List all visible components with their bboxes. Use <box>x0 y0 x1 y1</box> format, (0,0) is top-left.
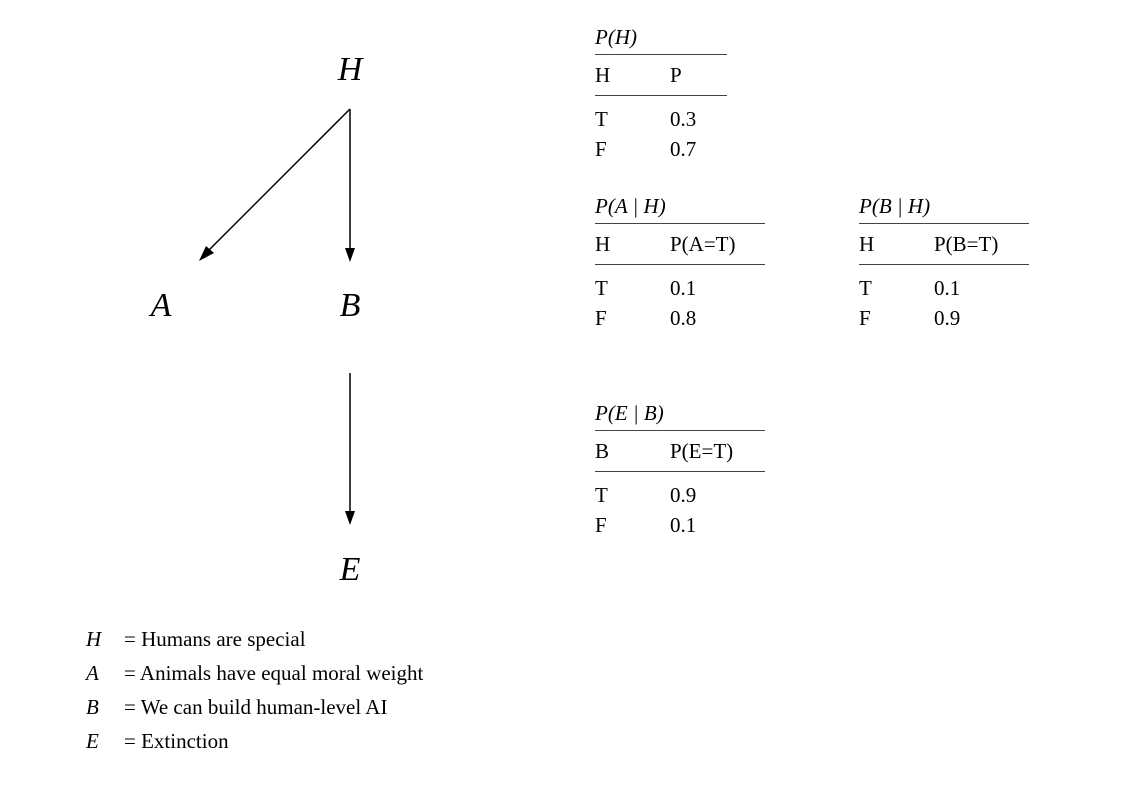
legend-symbol: A <box>86 661 99 685</box>
table-row <box>859 273 1029 303</box>
cpt-body <box>595 265 765 333</box>
legend-text: = Extinction <box>124 729 229 753</box>
cpt-body <box>859 265 1029 333</box>
legend-symbol: H <box>86 627 102 651</box>
table-row <box>859 303 1029 333</box>
cpt-header-cell: H <box>859 232 875 256</box>
node-b: B <box>339 287 361 324</box>
legend-item <box>86 624 423 658</box>
cpt-body <box>595 472 765 540</box>
cpt-header-row <box>859 224 1029 264</box>
cpt-b-given-h <box>859 193 1029 333</box>
cpt-header-cell: P(B=T) <box>934 232 999 256</box>
cpt-header-cell: P(E=T) <box>670 439 734 463</box>
cpt-cell: 0.1 <box>670 513 697 537</box>
variable-legend <box>86 624 423 760</box>
cpt-cell: 0.1 <box>934 276 961 300</box>
cpt-title: P(E | B) <box>595 401 664 425</box>
table-row <box>595 104 727 134</box>
cpt-header-cell: H <box>595 63 611 87</box>
cpt-header-row <box>595 431 765 471</box>
table-row <box>595 273 765 303</box>
cpt-title: P(H) <box>595 25 637 49</box>
cpt-cell: 0.8 <box>670 306 697 330</box>
edge-h-to-b-arrowhead <box>345 248 355 262</box>
legend-item <box>86 658 423 692</box>
node-a: A <box>150 287 172 324</box>
legend-item <box>86 726 423 760</box>
cpt-cell: F <box>595 306 607 330</box>
cpt-header-cell: P(A=T) <box>670 232 736 256</box>
cpt-header-cell: P <box>670 63 682 87</box>
cpt-title: P(A | H) <box>595 194 666 218</box>
cpt-cell: 0.3 <box>670 107 697 131</box>
cpt-cell: 0.9 <box>670 483 697 507</box>
table-row <box>595 303 765 333</box>
cpt-cell: 0.9 <box>934 306 961 330</box>
cpt-cell: 0.7 <box>670 137 697 161</box>
edge-b-to-e-arrowhead <box>345 511 355 525</box>
edge-h-to-a <box>206 109 350 253</box>
cpt-cell: F <box>595 137 607 161</box>
legend-text: = We can build human-level AI <box>124 695 388 719</box>
cpt-title: P(B | H) <box>859 194 931 218</box>
cpt-cell: T <box>595 276 608 300</box>
cpt-header-cell: H <box>595 232 611 256</box>
node-h: H <box>337 51 363 88</box>
legend-text: = Animals have equal moral weight <box>124 661 424 685</box>
cpt-header-row <box>595 55 727 95</box>
cpt-cell: F <box>859 306 871 330</box>
table-row <box>595 134 727 164</box>
cpt-header-row <box>595 224 765 264</box>
cpt-h <box>595 24 727 164</box>
cpt-cell: T <box>595 483 608 507</box>
legend-text: = Humans are special <box>124 627 306 651</box>
legend-symbol: E <box>86 729 99 753</box>
legend-symbol: B <box>86 695 99 719</box>
cpt-body <box>595 96 727 164</box>
legend-item <box>86 692 423 726</box>
table-row <box>595 510 765 540</box>
cpt-cell: T <box>859 276 872 300</box>
cpt-header-cell: B <box>595 439 610 463</box>
cpt-a-given-h <box>595 193 765 333</box>
node-e: E <box>339 551 361 588</box>
cpt-e-given-b <box>595 400 765 540</box>
table-row <box>595 480 765 510</box>
cpt-cell: 0.1 <box>670 276 697 300</box>
cpt-cell: T <box>595 107 608 131</box>
cpt-cell: F <box>595 513 607 537</box>
